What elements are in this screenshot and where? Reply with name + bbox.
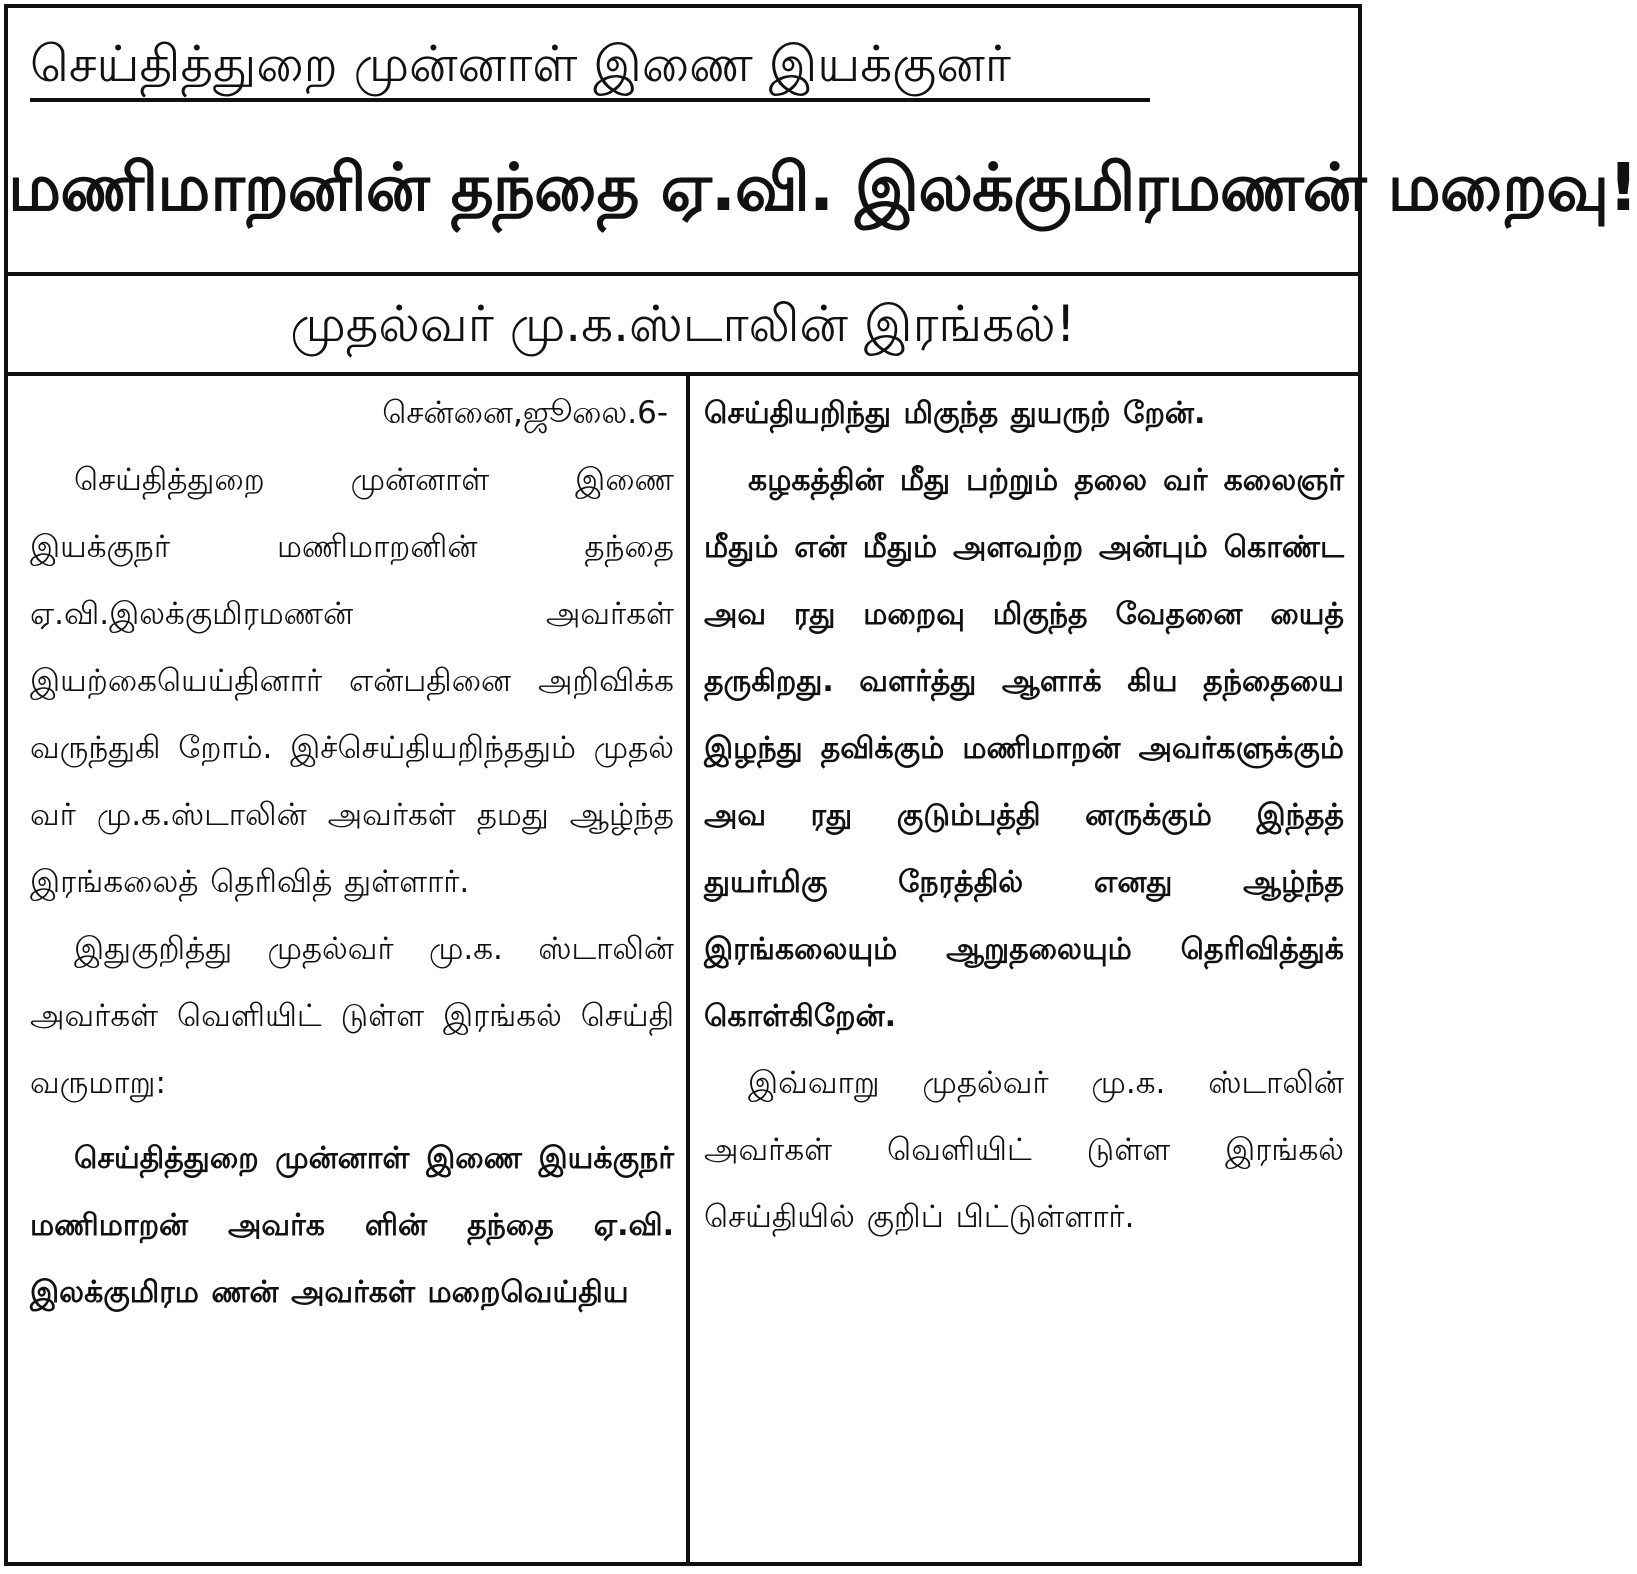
statement-paragraph-2: கழகத்தின் மீது பற்றும் தலை வர் கலைஞர் மீதும் என் மீதும் அளவற்ற அன்பும் கொண்ட அவ ரது மறைவு மிகுந்த வேதனை யைத் தருகிறது. வளர்த்து ஆளாக் கிய தந்தையை இழந்து தவிக்கும் மணிமாறன் அவர்களுக்கும் அவ ரது குடும்பத்தி னருக்கும் இந்தத் துயர்மிகு நேரத்தில் எனது ஆழ்ந்த இரங்கலையும் ஆறுதலையும் தெரிவித்துக் கொள்கிறேன். [704, 463, 1344, 1034]
headline-block [8, 8, 1637, 276]
body-paragraph-2: இதுகுறித்து முதல்வர் மு.க. ஸ்டாலின் அவர்கள் வெளியிட் டுள்ள இரங்கல் செய்தி வருமாறு: [30, 931, 674, 1101]
right-column [704, 380, 1344, 1560]
closing-paragraph: இவ்வாறு முதல்வர் மு.க. ஸ்டாலின் அவர்கள் வெளியிட் டுள்ள இரங்கல் செய்தியில் குறிப் பிட்டுள்ளார். [704, 1065, 1344, 1235]
left-column [30, 380, 674, 1560]
body-paragraph-1: செய்தித்துறை முன்னாள் இணை இயக்குநர் மணிமாறனின் தந்தை ஏ.வி.இலக்குமிரமணன் அவர்கள் இயற்கையெய்தினார் என்பதினை அறிவிக்க வருந்துகி றோம். இச்செய்தியறிந்ததும் முதல் வர் மு.க.ஸ்டாலின் அவர்கள் தமது ஆழ்ந்த இரங்கலைத் தெரிவித் துள்ளார். [30, 462, 674, 900]
news-clipping [4, 4, 1637, 1566]
kicker-line: செய்தித்துறை முன்னாள் இணை இயக்குனர் [30, 35, 1011, 93]
statement-paragraph-1: செய்தித்துறை முன்னாள் இணை இயக்குநர் மணிமாறன் அவர்க ளின் தந்தை ஏ.வி. இலக்குமிரம ணன் அவர்கள் மறைவெய்திய [30, 1141, 674, 1310]
kicker-underline [30, 98, 1150, 102]
statement-paragraph-1-continued: செய்தியறிந்து மிகுந்த துயருற் றேன். [704, 396, 1206, 431]
main-headline: மணிமாறனின் தந்தை ஏ.வி. இலக்குமிரமணன் மறைவு! [8, 149, 1637, 226]
column-divider [686, 376, 690, 1566]
subhead-block [8, 276, 1358, 376]
subheadline: முதல்வர் மு.க.ஸ்டாலின் இரங்கல்! [290, 295, 1076, 353]
dateline: சென்னை,ஜூலை.6- [382, 395, 668, 431]
